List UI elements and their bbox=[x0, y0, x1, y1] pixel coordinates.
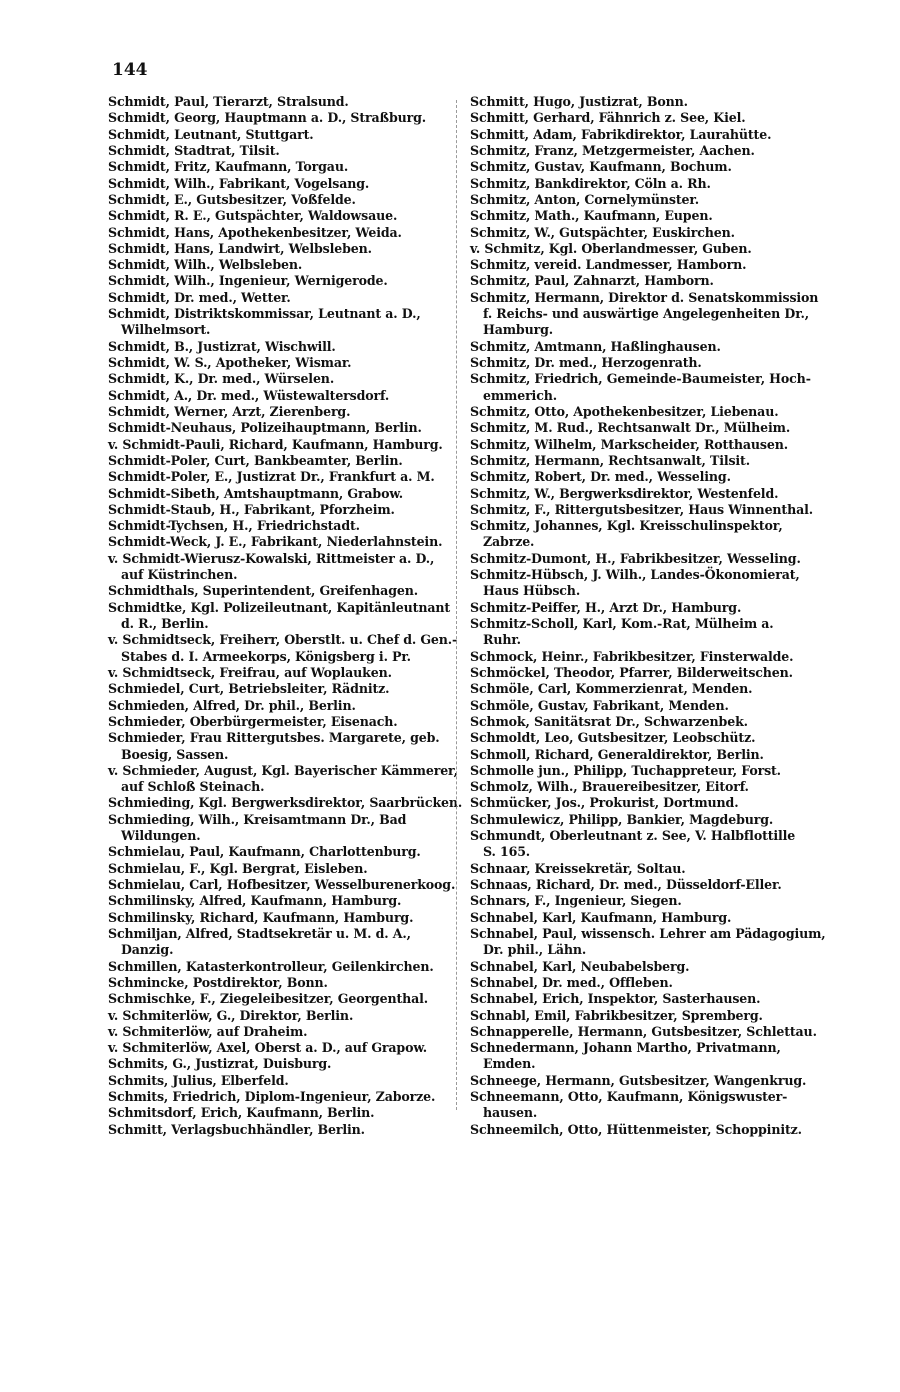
directory-entry: Schmidt, B., Justizrat, Wischwill. bbox=[108, 338, 336, 354]
directory-entry: Schmitz, W., Gutspächter, Euskirchen. bbox=[470, 224, 735, 240]
directory-entry: Schmitz, vereid. Landmesser, Hamborn. bbox=[470, 257, 747, 273]
directory-entry: Schmidt, K., Dr. med., Würselen. bbox=[108, 371, 335, 387]
directory-entry: Schmidt, Georg, Hauptmann a. D., Straßburg. bbox=[108, 110, 426, 126]
directory-entry: Schnars, F., Ingenieur, Siegen. bbox=[470, 893, 682, 909]
directory-entry: Schmieding, Kgl. Bergwerksdirektor, Saarbrücken. bbox=[108, 795, 463, 811]
directory-entry: Schmiljan, Alfred, Stadtsekretär u. M. d. A., bbox=[108, 925, 411, 941]
directory-entry: Schmidt, Hans, Landwirt, Welbsleben. bbox=[108, 240, 372, 256]
directory-entry: Schmitz, Franz, Metzgermeister, Aachen. bbox=[470, 142, 755, 158]
directory-entry: Schmidt, Hans, Apothekenbesitzer, Weida. bbox=[108, 224, 402, 240]
directory-entry: Schmitsdorf, Erich, Kaufmann, Berlin. bbox=[108, 1105, 375, 1121]
directory-entry-continuation: Hamburg. bbox=[483, 322, 553, 338]
directory-entry: Schnabel, Paul, wissensch. Lehrer am Pädagogium, bbox=[470, 925, 826, 941]
left-column bbox=[108, 94, 463, 1138]
directory-entry: v. Schmidt-Pauli, Richard, Kaufmann, Hamburg. bbox=[108, 436, 443, 452]
directory-entry: Schmitz, F., Rittergutsbesitzer, Haus Winnenthal. bbox=[470, 501, 813, 517]
directory-entry: Schmundt, Oberleutnant z. See, V. Halbflottille bbox=[470, 828, 796, 844]
directory-entry-continuation: d. R., Berlin. bbox=[121, 616, 209, 631]
directory-entry: Schmits, Julius, Elberfeld. bbox=[108, 1072, 289, 1088]
directory-entry: Schmidt, Fritz, Kaufmann, Torgau. bbox=[108, 159, 349, 175]
directory-entry: Schneemann, Otto, Kaufmann, Königswuster- bbox=[470, 1089, 788, 1105]
directory-entry: Schneemilch, Otto, Hüttenmeister, Schoppinitz. bbox=[470, 1121, 802, 1137]
directory-entry-continuation: Dr. phil., Lähn. bbox=[483, 942, 587, 958]
directory-entry-continuation: Boesig, Sassen. bbox=[121, 746, 229, 762]
directory-entry: Schmidt, Stadtrat, Tilsit. bbox=[108, 142, 280, 158]
directory-entry: Schmolle jun., Philipp, Tuchappreteur, Forst. bbox=[470, 762, 781, 778]
directory-entry: Schmitz, Hermann, Rechtsanwalt, Tilsit. bbox=[470, 452, 750, 468]
directory-entry-continuation: emmerich. bbox=[483, 387, 557, 403]
directory-entry-continuation: auf Küstrinchen. bbox=[121, 567, 238, 583]
directory-entry: v. Schmidtseck, Freifrau, auf Woplauken. bbox=[108, 664, 392, 680]
directory-entry: Schnabel, Karl, Neubabelsberg. bbox=[470, 958, 690, 974]
directory-entry: Schmidt-Poler, E., Justizrat Dr., Frankfurt a. M. bbox=[108, 469, 435, 485]
directory-entry: Schmits, G., Justizrat, Duisburg. bbox=[108, 1056, 332, 1072]
directory-entry: Schmoll, Richard, Generaldirektor, Berlin. bbox=[470, 746, 764, 762]
directory-entry-continuation: auf Schloß Steinach. bbox=[121, 779, 265, 795]
directory-entry: v. Schmiterlöw, G., Direktor, Berlin. bbox=[108, 1007, 354, 1023]
directory-entry: Schmielau, F., Kgl. Bergrat, Eisleben. bbox=[108, 860, 368, 876]
directory-entry: Schmöle, Gustav, Fabrikant, Menden. bbox=[470, 697, 729, 713]
directory-entry: Schmidt, Wilh., Ingenieur, Wernigerode. bbox=[108, 273, 388, 289]
directory-entry-continuation: Ruhr. bbox=[483, 632, 521, 648]
directory-entry: Schnabel, Erich, Inspektor, Sasterhausen. bbox=[470, 991, 761, 1007]
directory-entry: Schmitz, Robert, Dr. med., Wesseling. bbox=[470, 469, 731, 485]
directory-entry: Schmidt, W. S., Apotheker, Wismar. bbox=[108, 355, 352, 370]
directory-entry: Schmidthals, Superintendent, Greifenhagen. bbox=[108, 583, 418, 599]
directory-entry: Schmischke, F., Ziegeleibesitzer, Georgenthal. bbox=[108, 991, 429, 1007]
directory-entry: Schmitt, Adam, Fabrikdirektor, Laurahütte. bbox=[470, 126, 772, 142]
directory-entry: Schmidt, Werner, Arzt, Zierenberg. bbox=[108, 403, 351, 419]
directory-entry: Schmidt, Wilh., Welbsleben. bbox=[108, 257, 303, 273]
directory-entry: Schmitz, Friedrich, Gemeinde-Baumeister, Hoch- bbox=[470, 371, 811, 387]
directory-entry: Schmitz-Peiffer, H., Arzt Dr., Hamburg. bbox=[470, 599, 742, 615]
directory-entry: Schnabel, Karl, Kaufmann, Hamburg. bbox=[470, 909, 732, 925]
directory-entry-continuation: Stabes d. I. Armeekorps, Königsberg i. Pr. bbox=[121, 648, 411, 664]
directory-entry: Schmilinsky, Richard, Kaufmann, Hamburg. bbox=[108, 909, 414, 925]
directory-entry: Schmidt-Sibeth, Amtshauptmann, Grabow. bbox=[108, 485, 403, 501]
directory-entry: Schmiedel, Curt, Betriebsleiter, Rädnitz. bbox=[108, 681, 390, 697]
directory-entry: Schmitz, Bankdirektor, Cöln a. Rh. bbox=[470, 175, 711, 191]
directory-entry: Schmitt, Verlagsbuchhändler, Berlin. bbox=[108, 1121, 365, 1137]
directory-entry: Schmöckel, Theodor, Pfarrer, Bilderweitschen. bbox=[470, 664, 793, 680]
directory-entry: Schnaar, Kreissekretär, Soltau. bbox=[470, 860, 686, 876]
directory-entry: Schmilinsky, Alfred, Kaufmann, Hamburg. bbox=[108, 893, 402, 909]
directory-entry: Schmitz, Johannes, Kgl. Kreisschulinspektor, bbox=[470, 518, 783, 534]
directory-entry: Schmücker, Jos., Prokurist, Dortmund. bbox=[470, 795, 739, 811]
directory-entry: Schmitz, Amtmann, Haßlinghausen. bbox=[470, 338, 721, 354]
directory-entry: Schmieden, Alfred, Dr. phil., Berlin. bbox=[108, 697, 356, 713]
directory-entry: Schmöle, Carl, Kommerzienrat, Menden. bbox=[470, 681, 753, 697]
directory-entry: Schmidt, Wilh., Fabrikant, Vogelsang. bbox=[108, 175, 370, 191]
directory-entry: Schmolz, Wilh., Brauereibesitzer, Eitorf. bbox=[470, 779, 749, 795]
directory-entry: Schmitz, Gustav, Kaufmann, Bochum. bbox=[470, 159, 732, 175]
directory-entry: Schmitz, Otto, Apothekenbesitzer, Liebenau. bbox=[470, 403, 779, 419]
column-divider bbox=[456, 100, 457, 1110]
directory-entry: Schmincke, Postdirektor, Bonn. bbox=[108, 974, 328, 990]
directory-entry: Schmitz, Hermann, Direktor d. Senatskommission bbox=[470, 289, 819, 305]
directory-entry: v. Schmiterlöw, Axel, Oberst a. D., auf Grapow. bbox=[108, 1040, 427, 1056]
directory-entry: Schmidt, A., Dr. med., Wüstewaltersdorf. bbox=[108, 387, 390, 403]
directory-entry-continuation: Zabrze. bbox=[483, 534, 535, 550]
directory-entry-continuation: f. Reichs- und auswärtige Angelegenheiten Dr., bbox=[483, 306, 809, 322]
directory-entry: Schmielau, Carl, Hofbesitzer, Wesselburenerkoog. bbox=[108, 877, 456, 892]
directory-entry: Schmitz-Hübsch, J. Wilh., Landes-Ökonomierat, bbox=[470, 567, 800, 583]
directory-entry: v. Schmiterlöw, auf Draheim. bbox=[108, 1023, 308, 1039]
directory-entry: Schmitz, M. Rud., Rechtsanwalt Dr., Mülheim. bbox=[470, 420, 791, 436]
directory-entry: v. Schmidt-Wierusz-Kowalski, Rittmeister a. D., bbox=[108, 550, 435, 566]
directory-entry: Schmieder, Oberbürgermeister, Eisenach. bbox=[108, 713, 398, 729]
directory-entry: Schmidt, R. E., Gutspächter, Waldowsaue. bbox=[108, 208, 398, 224]
directory-entry: Schmidt, Distriktskommissar, Leutnant a. D., bbox=[108, 306, 421, 322]
directory-entry: v. Schmitz, Kgl. Oberlandmesser, Guben. bbox=[470, 240, 752, 256]
directory-entry: Schmidt, Paul, Tierarzt, Stralsund. bbox=[108, 94, 349, 109]
directory-entry: Schmulewicz, Philipp, Bankier, Magdeburg. bbox=[470, 811, 774, 827]
directory-entry: Schmits, Friedrich, Diplom-Ingenieur, Zaborze. bbox=[108, 1089, 436, 1105]
directory-entry: Schnapperelle, Hermann, Gutsbesitzer, Schlettau. bbox=[470, 1023, 817, 1039]
page-number: 144 bbox=[112, 60, 148, 80]
right-column bbox=[470, 94, 826, 1138]
directory-entry: Schmidt-Tychsen, H., Friedrichstadt. bbox=[108, 518, 360, 534]
directory-entry: Schmielau, Paul, Kaufmann, Charlottenburg. bbox=[108, 844, 421, 860]
directory-entry: Schneege, Hermann, Gutsbesitzer, Wangenkrug. bbox=[470, 1072, 807, 1088]
directory-entry: Schnabel, Dr. med., Offleben. bbox=[470, 974, 673, 990]
directory-entry: Schmillen, Katasterkontrolleur, Geilenkirchen. bbox=[108, 958, 434, 974]
directory-entry: Schmidt, Dr. med., Wetter. bbox=[108, 289, 291, 305]
directory-entry-continuation: Emden. bbox=[483, 1056, 536, 1072]
directory-entry: Schmidt-Weck, J. E., Fabrikant, Niederlahnstein. bbox=[108, 534, 443, 550]
directory-entry: Schmock, Heinr., Fabrikbesitzer, Finsterwalde. bbox=[470, 648, 794, 664]
directory-entry: Schmitz, Anton, Cornelymünster. bbox=[470, 191, 699, 207]
directory-entry: Schmidtke, Kgl. Polizeileutnant, Kapitänleutnant bbox=[108, 599, 451, 615]
directory-entry: Schmitz, Wilhelm, Markscheider, Rotthausen. bbox=[470, 436, 788, 452]
directory-entry: Schmitz-Dumont, H., Fabrikbesitzer, Wesseling. bbox=[470, 550, 801, 566]
directory-entry-continuation: Danzig. bbox=[121, 942, 174, 958]
directory-entry: Schmidt-Neuhaus, Polizeihauptmann, Berlin. bbox=[108, 420, 422, 436]
directory-entry: Schnabl, Emil, Fabrikbesitzer, Spremberg. bbox=[470, 1007, 763, 1023]
directory-entry: Schmitt, Hugo, Justizrat, Bonn. bbox=[470, 94, 688, 109]
directory-entry: Schnaas, Richard, Dr. med., Düsseldorf-Eller. bbox=[470, 877, 782, 892]
directory-entry: v. Schmieder, August, Kgl. Bayerischer Kämmerer, bbox=[108, 762, 458, 778]
directory-entry: Schmieder, Frau Rittergutsbes. Margarete, geb. bbox=[108, 730, 440, 746]
directory-entry: v. Schmidtseck, Freiherr, Oberstlt. u. Chef d. Gen.- bbox=[108, 632, 458, 648]
directory-entry: Schmitz, W., Bergwerksdirektor, Westenfeld. bbox=[470, 485, 779, 501]
directory-entry: Schmoldt, Leo, Gutsbesitzer, Leobschütz. bbox=[470, 730, 756, 746]
directory-entry: Schmitz, Math., Kaufmann, Eupen. bbox=[470, 208, 713, 224]
directory-entry-continuation: Wilhelmsort. bbox=[121, 322, 211, 338]
directory-entry: Schmitz, Paul, Zahnarzt, Hamborn. bbox=[470, 273, 714, 289]
directory-entry-continuation: S. 165. bbox=[483, 844, 531, 860]
directory-entry: Schmok, Sanitätsrat Dr., Schwarzenbek. bbox=[470, 713, 748, 729]
directory-entry-continuation: Haus Hübsch. bbox=[483, 583, 581, 599]
directory-entry: Schnedermann, Johann Martho, Privatmann, bbox=[470, 1040, 781, 1056]
directory-entry: Schmitt, Gerhard, Fähnrich z. See, Kiel. bbox=[470, 110, 746, 126]
directory-entry: Schmitz-Scholl, Karl, Kom.-Rat, Mülheim a. bbox=[470, 616, 774, 631]
directory-entry-continuation: Wildungen. bbox=[121, 828, 201, 844]
directory-entry: Schmidt, Leutnant, Stuttgart. bbox=[108, 126, 314, 142]
directory-entry: Schmidt-Staub, H., Fabrikant, Pforzheim. bbox=[108, 501, 395, 517]
directory-entry-continuation: hausen. bbox=[483, 1105, 538, 1121]
directory-entry: Schmieding, Wilh., Kreisamtmann Dr., Bad bbox=[108, 811, 407, 827]
directory-entry: Schmidt, E., Gutsbesitzer, Voßfelde. bbox=[108, 191, 356, 207]
directory-entry: Schmitz, Dr. med., Herzogenrath. bbox=[470, 355, 702, 370]
directory-entry: Schmidt-Poler, Curt, Bankbeamter, Berlin. bbox=[108, 452, 403, 468]
